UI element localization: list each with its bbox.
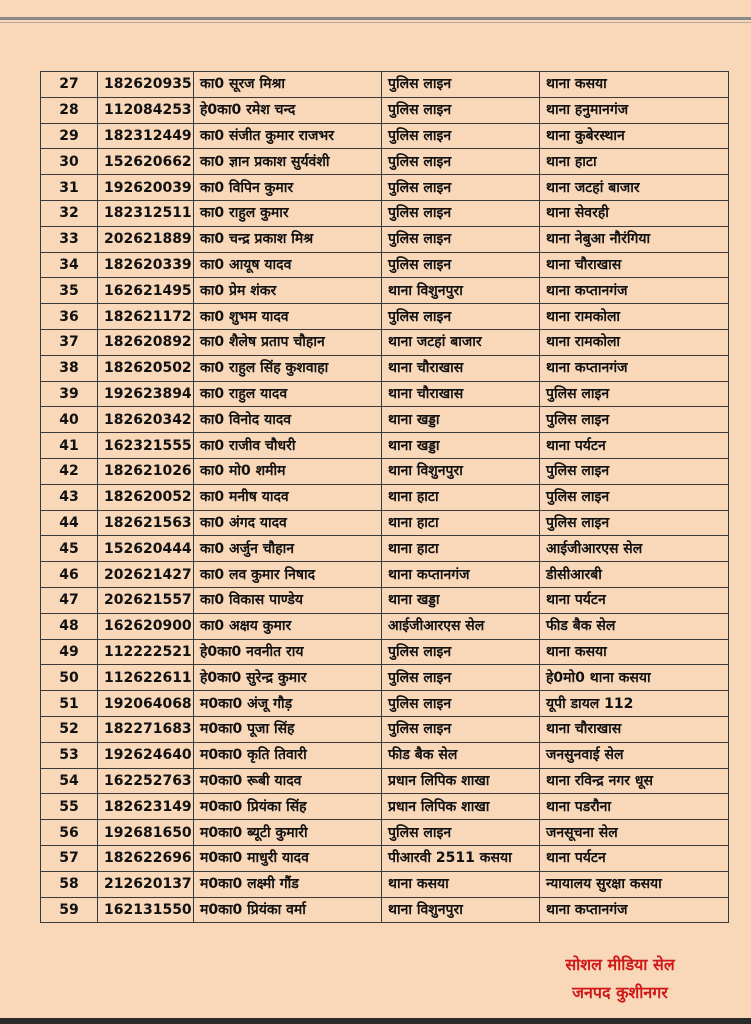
pno-cell: 182620502 xyxy=(98,355,194,381)
from-posting-cell: थाना चौराखास xyxy=(382,381,540,407)
to-posting-cell: यूपी डायल 112 xyxy=(540,691,729,717)
pno-cell: 162621495 xyxy=(98,278,194,304)
name-cell: म0का0 प्रियंका सिंह xyxy=(194,794,382,820)
pno-cell: 182620339 xyxy=(98,252,194,278)
from-posting-cell: थाना विशुनपुरा xyxy=(382,897,540,923)
name-cell: हे0का0 रमेश चन्द xyxy=(194,97,382,123)
pno-cell: 112222521 xyxy=(98,639,194,665)
table-row xyxy=(41,329,729,355)
to-posting-cell: थाना रामकोला xyxy=(540,304,729,330)
from-posting-cell: पीआरवी 2511 कसया xyxy=(382,845,540,871)
table-row xyxy=(41,639,729,665)
pno-cell: 202621557 xyxy=(98,587,194,613)
from-posting-cell: पुलिस लाइन xyxy=(382,72,540,98)
to-posting-cell: थाना कसया xyxy=(540,639,729,665)
pno-cell: 182312449 xyxy=(98,123,194,149)
serial-number-cell: 44 xyxy=(41,510,98,536)
table-row xyxy=(41,226,729,252)
name-cell: का0 राहुल कुमार xyxy=(194,200,382,226)
serial-number-cell: 49 xyxy=(41,639,98,665)
table-row xyxy=(41,200,729,226)
serial-number-cell: 56 xyxy=(41,820,98,846)
serial-number-cell: 43 xyxy=(41,484,98,510)
serial-number-cell: 32 xyxy=(41,200,98,226)
pno-cell: 162131550 xyxy=(98,897,194,923)
serial-number-cell: 33 xyxy=(41,226,98,252)
to-posting-cell: थाना कसया xyxy=(540,72,729,98)
pno-cell: 202621427 xyxy=(98,562,194,588)
table-row xyxy=(41,587,729,613)
table-row xyxy=(41,794,729,820)
serial-number-cell: 27 xyxy=(41,72,98,98)
serial-number-cell: 30 xyxy=(41,149,98,175)
pno-cell: 182621026 xyxy=(98,458,194,484)
table-row xyxy=(41,845,729,871)
name-cell: म0का0 रूबी यादव xyxy=(194,768,382,794)
from-posting-cell: थाना हाटा xyxy=(382,536,540,562)
serial-number-cell: 50 xyxy=(41,665,98,691)
table-body xyxy=(41,72,729,923)
pno-cell: 162252763 xyxy=(98,768,194,794)
serial-number-cell: 53 xyxy=(41,742,98,768)
to-posting-cell: थाना कप्तानगंज xyxy=(540,278,729,304)
from-posting-cell: पुलिस लाइन xyxy=(382,716,540,742)
top-divider xyxy=(0,17,751,20)
to-posting-cell: थाना हाटा xyxy=(540,149,729,175)
bottom-border xyxy=(0,1018,751,1024)
signature-line-1: सोशल मीडिया सेल xyxy=(565,955,675,974)
name-cell: हे0का0 नवनीत राय xyxy=(194,639,382,665)
to-posting-cell: जनसुनवाई सेल xyxy=(540,742,729,768)
from-posting-cell: थाना कसया xyxy=(382,871,540,897)
from-posting-cell: थाना हाटा xyxy=(382,510,540,536)
to-posting-cell: थाना नेबुआ नौरंगिया xyxy=(540,226,729,252)
from-posting-cell: पुलिस लाइन xyxy=(382,665,540,691)
from-posting-cell: थाना चौराखास xyxy=(382,355,540,381)
to-posting-cell: थाना रविन्द्र नगर धूस xyxy=(540,768,729,794)
table-row xyxy=(41,458,729,484)
table-row xyxy=(41,716,729,742)
to-posting-cell: पुलिस लाइन xyxy=(540,381,729,407)
serial-number-cell: 51 xyxy=(41,691,98,717)
serial-number-cell: 37 xyxy=(41,329,98,355)
table-row xyxy=(41,175,729,201)
table-row xyxy=(41,97,729,123)
pno-cell: 182312511 xyxy=(98,200,194,226)
table-row xyxy=(41,278,729,304)
from-posting-cell: पुलिस लाइन xyxy=(382,123,540,149)
serial-number-cell: 35 xyxy=(41,278,98,304)
name-cell: का0 अक्षय कुमार xyxy=(194,613,382,639)
name-cell: का0 संजीत कुमार राजभर xyxy=(194,123,382,149)
to-posting-cell: थाना जटहां बाजार xyxy=(540,175,729,201)
table-row xyxy=(41,820,729,846)
to-posting-cell: पुलिस लाइन xyxy=(540,484,729,510)
to-posting-cell: थाना पर्यटन xyxy=(540,845,729,871)
pno-cell: 202621889 xyxy=(98,226,194,252)
to-posting-cell: न्यायालय सुरक्षा कसया xyxy=(540,871,729,897)
from-posting-cell: प्रधान लिपिक शाखा xyxy=(382,768,540,794)
name-cell: का0 मो0 शमीम xyxy=(194,458,382,484)
from-posting-cell: पुलिस लाइन xyxy=(382,304,540,330)
serial-number-cell: 55 xyxy=(41,794,98,820)
pno-cell: 182620052 xyxy=(98,484,194,510)
to-posting-cell: आईजीआरएस सेल xyxy=(540,536,729,562)
pno-cell: 182620935 xyxy=(98,72,194,98)
pno-cell: 152620444 xyxy=(98,536,194,562)
pno-cell: 182620892 xyxy=(98,329,194,355)
table-row xyxy=(41,72,729,98)
to-posting-cell: फीड बैक सेल xyxy=(540,613,729,639)
table-row xyxy=(41,742,729,768)
table-row xyxy=(41,355,729,381)
from-posting-cell: प्रधान लिपिक शाखा xyxy=(382,794,540,820)
from-posting-cell: फीड बैक सेल xyxy=(382,742,540,768)
from-posting-cell: थाना जटहां बाजार xyxy=(382,329,540,355)
pno-cell: 182620342 xyxy=(98,407,194,433)
signature-line-2: जनपद कुशीनगर xyxy=(572,983,668,1002)
name-cell: का0 मनीष यादव xyxy=(194,484,382,510)
pno-cell: 182621563 xyxy=(98,510,194,536)
name-cell: का0 विकास पाण्डेय xyxy=(194,587,382,613)
serial-number-cell: 36 xyxy=(41,304,98,330)
pno-cell: 112084253 xyxy=(98,97,194,123)
serial-number-cell: 48 xyxy=(41,613,98,639)
pno-cell: 192681650 xyxy=(98,820,194,846)
name-cell: का0 प्रेम शंकर xyxy=(194,278,382,304)
name-cell: म0का0 अंजू गौड़ xyxy=(194,691,382,717)
pno-cell: 162321555 xyxy=(98,433,194,459)
pno-cell: 182271683 xyxy=(98,716,194,742)
name-cell: का0 विपिन कुमार xyxy=(194,175,382,201)
name-cell: म0का0 प्रियंका वर्मा xyxy=(194,897,382,923)
table-row xyxy=(41,691,729,717)
table-row xyxy=(41,123,729,149)
name-cell: का0 शुभम यादव xyxy=(194,304,382,330)
from-posting-cell: पुलिस लाइन xyxy=(382,97,540,123)
to-posting-cell: पुलिस लाइन xyxy=(540,407,729,433)
name-cell: म0का0 माधुरी यादव xyxy=(194,845,382,871)
from-posting-cell: थाना खड्डा xyxy=(382,433,540,459)
serial-number-cell: 58 xyxy=(41,871,98,897)
name-cell: का0 राजीव चौधरी xyxy=(194,433,382,459)
table-row xyxy=(41,252,729,278)
from-posting-cell: थाना विशुनपुरा xyxy=(382,458,540,484)
serial-number-cell: 57 xyxy=(41,845,98,871)
name-cell: का0 अंगद यादव xyxy=(194,510,382,536)
pno-cell: 182623149 xyxy=(98,794,194,820)
to-posting-cell: थाना चौराखास xyxy=(540,252,729,278)
name-cell: म0का0 पूजा सिंह xyxy=(194,716,382,742)
pno-cell: 212620137 xyxy=(98,871,194,897)
from-posting-cell: थाना खड्डा xyxy=(382,407,540,433)
to-posting-cell: डीसीआरबी xyxy=(540,562,729,588)
top-divider-thin xyxy=(0,22,751,23)
to-posting-cell: थाना पडरौना xyxy=(540,794,729,820)
to-posting-cell: थाना पर्यटन xyxy=(540,433,729,459)
to-posting-cell: थाना पर्यटन xyxy=(540,587,729,613)
pno-cell: 112622611 xyxy=(98,665,194,691)
to-posting-cell: थाना सेवरही xyxy=(540,200,729,226)
pno-cell: 192064068 xyxy=(98,691,194,717)
to-posting-cell: थाना कप्तानगंज xyxy=(540,897,729,923)
table-row xyxy=(41,871,729,897)
to-posting-cell: पुलिस लाइन xyxy=(540,458,729,484)
serial-number-cell: 31 xyxy=(41,175,98,201)
serial-number-cell: 47 xyxy=(41,587,98,613)
name-cell: का0 लव कुमार निषाद xyxy=(194,562,382,588)
serial-number-cell: 45 xyxy=(41,536,98,562)
from-posting-cell: थाना हाटा xyxy=(382,484,540,510)
serial-number-cell: 40 xyxy=(41,407,98,433)
serial-number-cell: 54 xyxy=(41,768,98,794)
serial-number-cell: 59 xyxy=(41,897,98,923)
from-posting-cell: पुलिस लाइन xyxy=(382,175,540,201)
name-cell: म0का0 ब्यूटी कुमारी xyxy=(194,820,382,846)
to-posting-cell: जनसूचना सेल xyxy=(540,820,729,846)
table-row xyxy=(41,768,729,794)
table-row xyxy=(41,613,729,639)
name-cell: का0 राहुल सिंह कुशवाहा xyxy=(194,355,382,381)
signature-block xyxy=(520,951,720,1007)
table-row xyxy=(41,433,729,459)
serial-number-cell: 41 xyxy=(41,433,98,459)
pno-cell: 182621172 xyxy=(98,304,194,330)
from-posting-cell: थाना खड्डा xyxy=(382,587,540,613)
to-posting-cell: थाना कुबेरस्थान xyxy=(540,123,729,149)
table-row xyxy=(41,510,729,536)
pno-cell: 192624640 xyxy=(98,742,194,768)
from-posting-cell: पुलिस लाइन xyxy=(382,226,540,252)
pno-cell: 192623894 xyxy=(98,381,194,407)
serial-number-cell: 42 xyxy=(41,458,98,484)
name-cell: का0 शैलेष प्रताप चौहान xyxy=(194,329,382,355)
table-row xyxy=(41,304,729,330)
name-cell: का0 विनोद यादव xyxy=(194,407,382,433)
name-cell: का0 राहुल यादव xyxy=(194,381,382,407)
name-cell: का0 सूरज मिश्रा xyxy=(194,72,382,98)
serial-number-cell: 39 xyxy=(41,381,98,407)
from-posting-cell: आईजीआरएस सेल xyxy=(382,613,540,639)
serial-number-cell: 46 xyxy=(41,562,98,588)
table-row xyxy=(41,562,729,588)
from-posting-cell: पुलिस लाइन xyxy=(382,149,540,175)
name-cell: का0 ज्ञान प्रकाश सुर्यवंशी xyxy=(194,149,382,175)
from-posting-cell: थाना कप्तानगंज xyxy=(382,562,540,588)
serial-number-cell: 29 xyxy=(41,123,98,149)
pno-cell: 162620900 xyxy=(98,613,194,639)
to-posting-cell: थाना हनुमानगंज xyxy=(540,97,729,123)
to-posting-cell: थाना कप्तानगंज xyxy=(540,355,729,381)
table-row xyxy=(41,407,729,433)
transfer-table xyxy=(40,71,729,923)
name-cell: हे0का0 सुरेन्द्र कुमार xyxy=(194,665,382,691)
table-row xyxy=(41,665,729,691)
name-cell: का0 चन्द्र प्रकाश मिश्र xyxy=(194,226,382,252)
from-posting-cell: पुलिस लाइन xyxy=(382,200,540,226)
to-posting-cell: थाना चौराखास xyxy=(540,716,729,742)
to-posting-cell: हे0मो0 थाना कसया xyxy=(540,665,729,691)
to-posting-cell: पुलिस लाइन xyxy=(540,510,729,536)
pno-cell: 182622696 xyxy=(98,845,194,871)
pno-cell: 192620039 xyxy=(98,175,194,201)
table-row xyxy=(41,381,729,407)
serial-number-cell: 34 xyxy=(41,252,98,278)
name-cell: म0का0 लक्ष्मी गौंड xyxy=(194,871,382,897)
table-row xyxy=(41,149,729,175)
serial-number-cell: 38 xyxy=(41,355,98,381)
pno-cell: 152620662 xyxy=(98,149,194,175)
from-posting-cell: पुलिस लाइन xyxy=(382,820,540,846)
from-posting-cell: पुलिस लाइन xyxy=(382,639,540,665)
name-cell: का0 आयूष यादव xyxy=(194,252,382,278)
from-posting-cell: थाना विशुनपुरा xyxy=(382,278,540,304)
from-posting-cell: पुलिस लाइन xyxy=(382,691,540,717)
table-row xyxy=(41,484,729,510)
serial-number-cell: 28 xyxy=(41,97,98,123)
to-posting-cell: थाना रामकोला xyxy=(540,329,729,355)
from-posting-cell: पुलिस लाइन xyxy=(382,252,540,278)
name-cell: का0 अर्जुन चौहान xyxy=(194,536,382,562)
table-row xyxy=(41,536,729,562)
table-row xyxy=(41,897,729,923)
serial-number-cell: 52 xyxy=(41,716,98,742)
name-cell: म0का0 कृति तिवारी xyxy=(194,742,382,768)
